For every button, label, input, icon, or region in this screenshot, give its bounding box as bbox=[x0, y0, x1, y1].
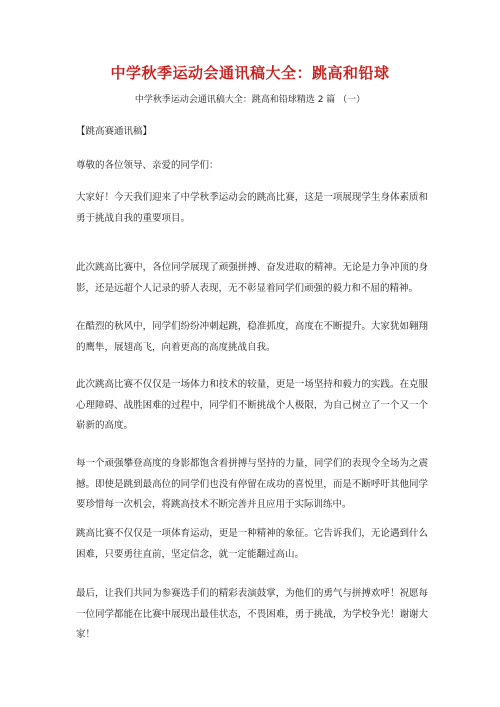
paragraph: 大家好！今天我们迎来了中学秋季运动会的跳高比赛，这是一项展现学生身体素质和勇于挑战自我的重要项目。 bbox=[76, 192, 428, 224]
paragraph: 每一个顽强攀登高度的身影都饱含着拼搏与坚持的力量，同学们的表现令全场为之震撼。即使是跳到最高位的同学们也没有停留在成功的喜悦里，而是不断呼吁其他同学要珍惜每一次机会，将跳高技术不断完善并且应用于实际训练中。 bbox=[76, 458, 428, 510]
paragraph: 最后，让我们共同为参赛选手们的精彩表演鼓掌，为他们的勇气与拼搏欢呼！祝愿每一位同学都能在比赛中展现出最佳状态，不畏困难，勇于挑战，为学校争光！谢谢大家！ bbox=[76, 588, 428, 640]
paragraph: 在酷烈的秋风中，同学们纷纷冲刺起跳，稳准抓度，高度在不断提升。大家犹如翱翔的鹰隼，展翅高飞，向着更高的高度挑战自我。 bbox=[76, 321, 428, 353]
document-title: 中学秋季运动会通讯稿大全：跳高和铅球 bbox=[110, 64, 390, 82]
section-label: 【跳高赛通讯稿】 bbox=[76, 126, 153, 137]
paragraph: 此次跳高比赛中，各位同学展现了顽强拼搏、奋发进取的精神。无论是力争冲顶的身影，还是远超个人记录的骄人表现，无不彰显着同学们顽强的毅力和不屈的精神。 bbox=[76, 262, 428, 294]
greeting: 尊敬的各位领导、亲爱的同学们： bbox=[76, 160, 219, 171]
paragraph: 跳高比赛不仅仅是一项体育运动，更是一种精神的象征。它告诉我们，无论遇到什么困难，只要勇往直前，坚定信念，就一定能翻过高山。 bbox=[76, 528, 428, 560]
document-subtitle: 中学秋季运动会通讯稿大全：跳高和铅球精选 2 篇 （一） bbox=[134, 95, 366, 105]
paragraph: 此次跳高比赛不仅仅是一场体力和技术的较量，更是一场坚持和毅力的实践。在克服心理障碍、战胜困难的过程中，同学们不断挑战个人极限，为自己树立了一个又一个崭新的高度。 bbox=[76, 379, 428, 431]
